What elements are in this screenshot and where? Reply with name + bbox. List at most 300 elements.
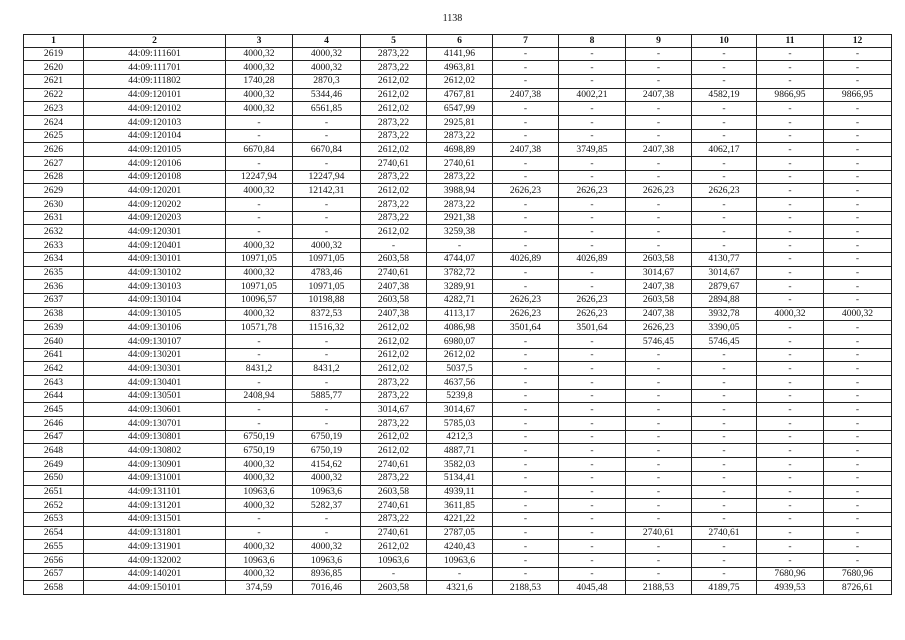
table-row [24, 553, 892, 567]
table-cell: - [757, 129, 824, 143]
table-cell: 2612,02 [361, 348, 427, 362]
table-cell: 2873,22 [361, 115, 427, 129]
table-cell: - [493, 430, 559, 444]
table-cell: - [824, 61, 892, 75]
table-cell: - [692, 553, 757, 567]
table-cell: 4086,98 [427, 321, 493, 335]
table-row [24, 376, 892, 390]
table-cell: 2626,23 [626, 321, 692, 335]
table-cell: 3014,67 [427, 403, 493, 417]
table-cell: 2603,58 [361, 252, 427, 266]
table-cell: - [559, 499, 626, 513]
table-cell: 2612,02 [361, 321, 427, 335]
table-cell: - [692, 471, 757, 485]
table-row [24, 74, 892, 88]
table-cell: 44:09:120104 [84, 129, 226, 143]
table-cell: 6547,99 [427, 102, 493, 116]
table-cell: 4000,32 [226, 47, 293, 61]
table-cell: - [493, 471, 559, 485]
table-cell: 2603,58 [361, 293, 427, 307]
table-cell: - [293, 115, 361, 129]
table-cell: 2612,02 [361, 540, 427, 554]
table-cell: - [824, 211, 892, 225]
table-cell: - [626, 444, 692, 458]
table-row [24, 362, 892, 376]
table-cell: - [757, 485, 824, 499]
table-cell: - [493, 280, 559, 294]
table-cell: - [757, 471, 824, 485]
table-cell: 2626,23 [626, 184, 692, 198]
table-cell: 2612,02 [361, 102, 427, 116]
table-cell: - [293, 211, 361, 225]
table-cell: 2873,22 [361, 198, 427, 212]
table-cell: 2894,88 [692, 293, 757, 307]
table-cell: 2870,3 [293, 74, 361, 88]
table-cell: - [824, 74, 892, 88]
table-cell: - [293, 348, 361, 362]
table-row [24, 198, 892, 212]
table-cell: - [493, 499, 559, 513]
table-cell: 2651 [24, 485, 84, 499]
table-cell: 2740,61 [361, 157, 427, 171]
table-cell: - [493, 74, 559, 88]
table-cell: - [626, 362, 692, 376]
table-cell: - [626, 499, 692, 513]
table-cell: - [559, 553, 626, 567]
table-cell: - [226, 526, 293, 540]
table-cell: 44:09:130104 [84, 293, 226, 307]
table-cell: 4045,48 [559, 581, 626, 595]
table-cell: 44:09:130102 [84, 266, 226, 280]
table-cell: 2628 [24, 170, 84, 184]
table-cell: 5785,03 [427, 417, 493, 431]
table-cell: - [559, 74, 626, 88]
table-cell: 44:09:120201 [84, 184, 226, 198]
table-cell: 10971,05 [293, 280, 361, 294]
table-cell: - [757, 293, 824, 307]
table-cell: 5746,45 [692, 334, 757, 348]
table-cell: 7680,96 [757, 567, 824, 581]
table-cell: 7016,46 [293, 581, 361, 595]
table-row [24, 47, 892, 61]
table-cell: 2612,02 [361, 362, 427, 376]
table-cell: - [493, 266, 559, 280]
table-cell: - [757, 389, 824, 403]
table-row [24, 239, 892, 253]
table-cell: 2624 [24, 115, 84, 129]
table-cell: - [824, 225, 892, 239]
table-cell: 2625 [24, 129, 84, 143]
table-cell: 2740,61 [361, 266, 427, 280]
table-cell: 4130,77 [692, 252, 757, 266]
table-cell: 2626,23 [559, 293, 626, 307]
table-row [24, 307, 892, 321]
table-cell: - [692, 403, 757, 417]
table-row [24, 102, 892, 116]
table-cell: 8936,85 [293, 567, 361, 581]
table-row [24, 184, 892, 198]
table-cell: - [293, 129, 361, 143]
table-cell: - [293, 512, 361, 526]
table-cell: 2643 [24, 376, 84, 390]
table-cell: 44:09:131801 [84, 526, 226, 540]
table-cell: - [293, 334, 361, 348]
table-cell: 44:09:130105 [84, 307, 226, 321]
table-cell: - [226, 115, 293, 129]
table-cell: 2407,38 [361, 280, 427, 294]
table-cell: - [226, 376, 293, 390]
table-cell: 44:09:130103 [84, 280, 226, 294]
table-cell: 3014,67 [361, 403, 427, 417]
table-cell: 2636 [24, 280, 84, 294]
table-cell: - [692, 417, 757, 431]
table-cell: - [559, 512, 626, 526]
table-cell: - [493, 115, 559, 129]
table-cell: 44:09:120103 [84, 115, 226, 129]
table-cell: 2407,38 [361, 307, 427, 321]
table-cell: 4000,32 [226, 184, 293, 198]
table-cell: - [824, 334, 892, 348]
table-cell: 2626,23 [559, 184, 626, 198]
table-cell: - [626, 211, 692, 225]
table-cell: 44:09:130901 [84, 458, 226, 472]
table-row [24, 143, 892, 157]
table-cell: 2407,38 [626, 143, 692, 157]
table-cell: 44:09:130802 [84, 444, 226, 458]
table-cell: 2740,61 [361, 499, 427, 513]
table-row [24, 280, 892, 294]
table-row [24, 321, 892, 335]
table-cell: - [824, 198, 892, 212]
page-number: 1138 [442, 13, 463, 24]
table-cell: - [626, 225, 692, 239]
table-cell: - [493, 417, 559, 431]
table-cell: 2644 [24, 389, 84, 403]
table-cell: 6750,19 [226, 444, 293, 458]
table-cell: 4282,71 [427, 293, 493, 307]
table-cell: 44:09:130301 [84, 362, 226, 376]
table-cell: - [559, 376, 626, 390]
table-cell: - [626, 102, 692, 116]
table-cell: 44:09:120202 [84, 198, 226, 212]
table-cell: - [559, 198, 626, 212]
table-cell: - [559, 280, 626, 294]
table-cell: - [493, 348, 559, 362]
table-cell: - [226, 417, 293, 431]
table-cell: - [626, 198, 692, 212]
table-cell: - [824, 512, 892, 526]
table-cell: - [757, 184, 824, 198]
table-cell: - [692, 157, 757, 171]
table-cell: - [626, 567, 692, 581]
table-cell: 4141,96 [427, 47, 493, 61]
table-cell: 2873,22 [361, 471, 427, 485]
table-row [24, 252, 892, 266]
table-cell: 1740,28 [226, 74, 293, 88]
table-cell: - [226, 334, 293, 348]
table-cell: - [559, 567, 626, 581]
column-header: 10 [692, 35, 757, 48]
table-cell: 44:09:131101 [84, 485, 226, 499]
table-cell: - [757, 266, 824, 280]
table-row [24, 581, 892, 595]
table-cell: 10963,6 [293, 485, 361, 499]
table-cell: - [692, 198, 757, 212]
table-cell: 2633 [24, 239, 84, 253]
table-cell: 5134,41 [427, 471, 493, 485]
table-cell: 2740,61 [361, 526, 427, 540]
column-header: 3 [226, 35, 293, 48]
table-cell: 44:09:130201 [84, 348, 226, 362]
table-cell: 2657 [24, 567, 84, 581]
table-cell: 7680,96 [824, 567, 892, 581]
table-cell: - [626, 74, 692, 88]
table-cell: 44:09:131001 [84, 471, 226, 485]
table-cell: - [559, 485, 626, 499]
table-cell: - [824, 376, 892, 390]
table-cell: 44:09:111601 [84, 47, 226, 61]
table-cell: - [757, 157, 824, 171]
table-cell: - [757, 499, 824, 513]
table-row [24, 334, 892, 348]
table-cell: 4698,89 [427, 143, 493, 157]
table-cell: - [559, 430, 626, 444]
table-cell: 4000,32 [226, 540, 293, 554]
table-cell: 2740,61 [361, 458, 427, 472]
table-cell: 2619 [24, 47, 84, 61]
table-cell: 3390,05 [692, 321, 757, 335]
table-cell: - [559, 526, 626, 540]
table-cell: - [824, 458, 892, 472]
table-cell: - [626, 129, 692, 143]
table-cell: 44:09:130701 [84, 417, 226, 431]
table-cell: 2612,02 [427, 348, 493, 362]
table-cell: - [692, 225, 757, 239]
table-cell: 10971,05 [226, 280, 293, 294]
table-cell: 4963,81 [427, 61, 493, 75]
table-row [24, 540, 892, 554]
table-row [24, 499, 892, 513]
table-cell: 2626,23 [493, 307, 559, 321]
table-cell: 2407,38 [493, 88, 559, 102]
table-cell: - [559, 170, 626, 184]
table-cell: - [824, 499, 892, 513]
table-cell: - [692, 102, 757, 116]
table-cell: 44:09:120102 [84, 102, 226, 116]
table-row [24, 157, 892, 171]
table-cell: - [493, 458, 559, 472]
table-cell: - [824, 321, 892, 335]
table-cell: 2612,02 [361, 143, 427, 157]
table-cell: 2645 [24, 403, 84, 417]
table-cell: 2653 [24, 512, 84, 526]
table-cell: - [493, 553, 559, 567]
table-cell: 2188,53 [493, 581, 559, 595]
table-cell: 2787,05 [427, 526, 493, 540]
table-cell: - [559, 157, 626, 171]
table-cell: 44:09:130501 [84, 389, 226, 403]
table-cell: 8726,61 [824, 581, 892, 595]
table-cell: 4026,89 [493, 252, 559, 266]
table-cell: 4000,32 [293, 540, 361, 554]
table-cell: 10963,6 [226, 553, 293, 567]
table-cell: 4000,32 [226, 499, 293, 513]
table-cell: - [559, 540, 626, 554]
table-row [24, 61, 892, 75]
table-row [24, 348, 892, 362]
table-cell: 44:09:120105 [84, 143, 226, 157]
table-cell: 3988,94 [427, 184, 493, 198]
table-cell: 4000,32 [226, 61, 293, 75]
table-cell: 44:09:111701 [84, 61, 226, 75]
table-cell: 4000,32 [226, 102, 293, 116]
table-cell: - [226, 512, 293, 526]
table-cell: 3501,64 [559, 321, 626, 335]
table-cell: - [757, 334, 824, 348]
table-cell: - [757, 280, 824, 294]
table-cell: - [626, 430, 692, 444]
table-cell: - [493, 362, 559, 376]
table-cell: 2650 [24, 471, 84, 485]
table-row [24, 417, 892, 431]
table-cell: - [626, 61, 692, 75]
table-cell: 6670,84 [226, 143, 293, 157]
table-cell: - [626, 553, 692, 567]
table-cell: - [824, 471, 892, 485]
table-cell: - [559, 225, 626, 239]
table-cell: 44:09:130401 [84, 376, 226, 390]
table-cell: 10971,05 [226, 252, 293, 266]
table-cell: 10963,6 [361, 553, 427, 567]
table-cell: - [361, 239, 427, 253]
table-cell: 2873,22 [361, 376, 427, 390]
table-cell: 12247,94 [293, 170, 361, 184]
table-cell: 3289,91 [427, 280, 493, 294]
table-cell: - [626, 157, 692, 171]
table-cell: 10963,6 [427, 553, 493, 567]
table-cell: - [493, 170, 559, 184]
table-cell: 2407,38 [493, 143, 559, 157]
table-cell: - [427, 239, 493, 253]
table-cell: - [757, 430, 824, 444]
table-cell: 2631 [24, 211, 84, 225]
table-cell: 44:09:130801 [84, 430, 226, 444]
table-cell: 5239,8 [427, 389, 493, 403]
table-cell: 374,59 [226, 581, 293, 595]
table-cell: - [559, 444, 626, 458]
table-cell: - [559, 362, 626, 376]
table-cell: 4000,32 [293, 239, 361, 253]
table-cell: 4000,32 [226, 266, 293, 280]
table-cell: 2629 [24, 184, 84, 198]
table-cell: - [757, 198, 824, 212]
table-cell: 4026,89 [559, 252, 626, 266]
table-cell: 2873,22 [361, 61, 427, 75]
table-cell: 44:09:120203 [84, 211, 226, 225]
table-cell: - [493, 389, 559, 403]
table-cell: 2612,02 [361, 430, 427, 444]
data-table [23, 34, 892, 595]
table-cell: 2612,02 [361, 88, 427, 102]
table-cell: 2612,02 [361, 184, 427, 198]
column-header: 4 [293, 35, 361, 48]
table-cell: 2612,02 [361, 334, 427, 348]
table-row [24, 512, 892, 526]
table-cell: - [824, 184, 892, 198]
table-cell: 44:09:111802 [84, 74, 226, 88]
table-cell: - [226, 198, 293, 212]
table-cell: 12247,94 [226, 170, 293, 184]
table-cell: 4000,32 [757, 307, 824, 321]
table-cell: 2612,02 [361, 225, 427, 239]
table-cell: - [692, 499, 757, 513]
table-cell: 2621 [24, 74, 84, 88]
table-cell: - [824, 266, 892, 280]
table-cell: 10096,57 [226, 293, 293, 307]
table-cell: - [559, 102, 626, 116]
table-cell: 8431,2 [293, 362, 361, 376]
table-cell: 2652 [24, 499, 84, 513]
table-cell: - [493, 225, 559, 239]
table-cell: - [692, 129, 757, 143]
table-cell: - [626, 239, 692, 253]
table-cell: 44:09:130101 [84, 252, 226, 266]
table-cell: 2655 [24, 540, 84, 554]
table-row [24, 567, 892, 581]
table-cell: 6670,84 [293, 143, 361, 157]
table-cell: 2873,22 [427, 198, 493, 212]
table-cell: - [757, 211, 824, 225]
table-cell: - [493, 211, 559, 225]
table-row [24, 225, 892, 239]
table-cell: 2879,67 [692, 280, 757, 294]
table-cell: - [824, 157, 892, 171]
table-cell: - [692, 170, 757, 184]
table-cell: - [493, 567, 559, 581]
table-cell: 2646 [24, 417, 84, 431]
table-cell: - [692, 211, 757, 225]
table-cell: 4000,32 [293, 47, 361, 61]
table-row [24, 129, 892, 143]
column-header: 9 [626, 35, 692, 48]
table-cell: 2407,38 [626, 307, 692, 321]
table-cell: 4783,46 [293, 266, 361, 280]
table-cell: - [824, 540, 892, 554]
table-cell: - [361, 567, 427, 581]
table-cell: - [559, 458, 626, 472]
table-cell: - [824, 526, 892, 540]
table-cell: 44:09:120108 [84, 170, 226, 184]
table-cell: - [824, 129, 892, 143]
table-cell: - [626, 403, 692, 417]
table-cell: 44:09:150101 [84, 581, 226, 595]
table-cell: - [493, 376, 559, 390]
table-row [24, 403, 892, 417]
table-cell: - [757, 170, 824, 184]
table-cell: 9866,95 [824, 88, 892, 102]
table-cell: 2740,61 [626, 526, 692, 540]
table-row [24, 170, 892, 184]
table-cell: - [692, 389, 757, 403]
table-cell: 2407,38 [626, 280, 692, 294]
table-cell: - [824, 143, 892, 157]
table-row [24, 485, 892, 499]
table-cell: - [824, 485, 892, 499]
table-cell: 44:09:120101 [84, 88, 226, 102]
table-cell: - [757, 348, 824, 362]
table-cell: 2407,38 [626, 88, 692, 102]
table-cell: - [824, 417, 892, 431]
